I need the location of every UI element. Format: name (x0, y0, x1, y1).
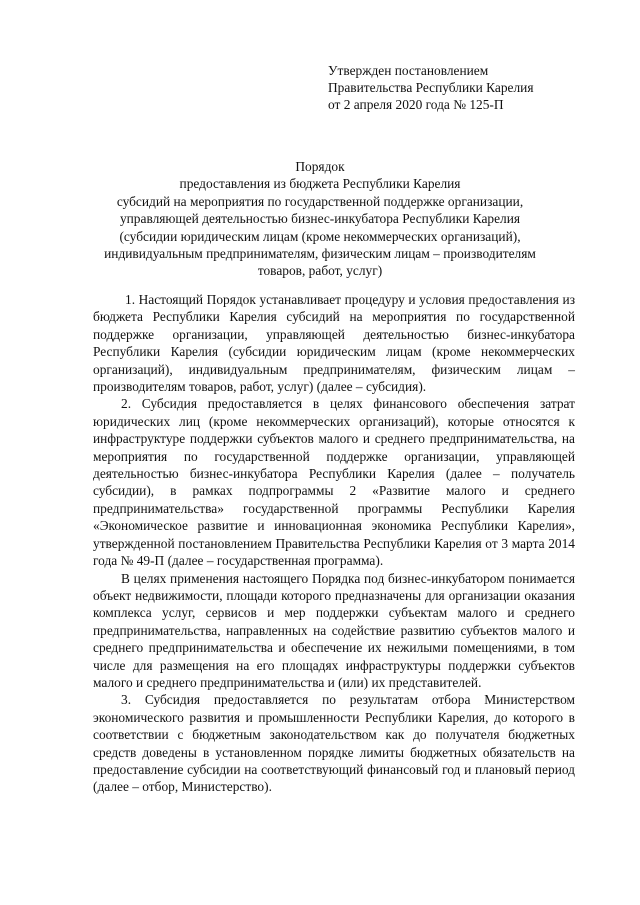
approval-block (328, 62, 618, 113)
title-line: предоставления из бюджета Республики Карелия (179, 176, 461, 192)
paragraph-2: 2. Субсидия предоставляется в целях финансового обеспечения затрат юридических лиц (кроме некоммерческих организаций), которые относятся к инфраструктуре поддержки субъектов малого и среднего предпринимательства, на мероприятия по государственной поддержке организации, управляющей деятельностью бизнес-инкубатора Республики Карелия (далее – получатель субсидии), в рамках подпрограммы 2 «Развитие малого и среднего предпринимательства» государственной программы Республики Карелия «Экономическое развитие и инновационная экономика Республики Карелия», утвержденной постановлением Правительства Республики Карелия от 3 марта 2014 года № 49-П (далее – государственная программа). (93, 396, 575, 569)
title-line: субсидий на мероприятия по государственной поддержке организации, (116, 193, 524, 209)
paragraph-1: 1. Настоящий Порядок устанавливает процедуру и условия предоставления из бюджета Республики Карелия субсидий на мероприятия по государственной поддержке организации, управляющей деятельностью бизнес-инкубатора Республики Карелия (субсидии юридическим лицам (кроме некоммерческих организаций), индивидуальным предпринимателям, физическим лицам – производителям товаров, работ, услуг) (далее – субсидия). (93, 292, 575, 395)
approval-line: Правительства Республики Карелия (328, 80, 534, 95)
approval-line: Утвержден постановлением (328, 63, 489, 78)
paragraph-4: 3. Субсидия предоставляется по результатам отбора Министерством экономического развития и промышленности Республики Карелия, до которого в соответствии с бюджетным законодательством как до получателя бюджетных средств доведены в установленном порядке лимиты бюджетных обязательств на предоставление субсидии на соответствующий финансовый год и плановый период (далее – отбор, Министерство). (93, 692, 575, 795)
title-line: (субсидии юридическим лицам (кроме некоммерческих организаций), (119, 228, 521, 244)
approval-line: от 2 апреля 2020 года № 125-П (328, 97, 504, 112)
title-line: Порядок (295, 159, 345, 174)
paragraph-3: В целях применения настоящего Порядка под бизнес-инкубатором понимается объект недвижимости, площади которого предназначены для организации оказания комплекса услуг, сервисов и мер поддержки субъектам малого и среднего предпринимательства, направленных на содействие развитию субъектов малого и среднего предпринимательства и обеспечение их нежилыми помещениями, в том числе для размещения на его площадях инфраструктуры поддержки субъектов малого и среднего предпринимательства и (или) их представителей. (93, 570, 575, 690)
title-line: индивидуальным предпринимателям, физическим лицам – производителям (104, 246, 536, 262)
document-title (80, 158, 560, 280)
title-line: товаров, работ, услуг) (257, 263, 383, 279)
title-line: управляющей деятельностью бизнес-инкубатора Республики Карелия (119, 211, 521, 227)
document-body (93, 291, 575, 796)
